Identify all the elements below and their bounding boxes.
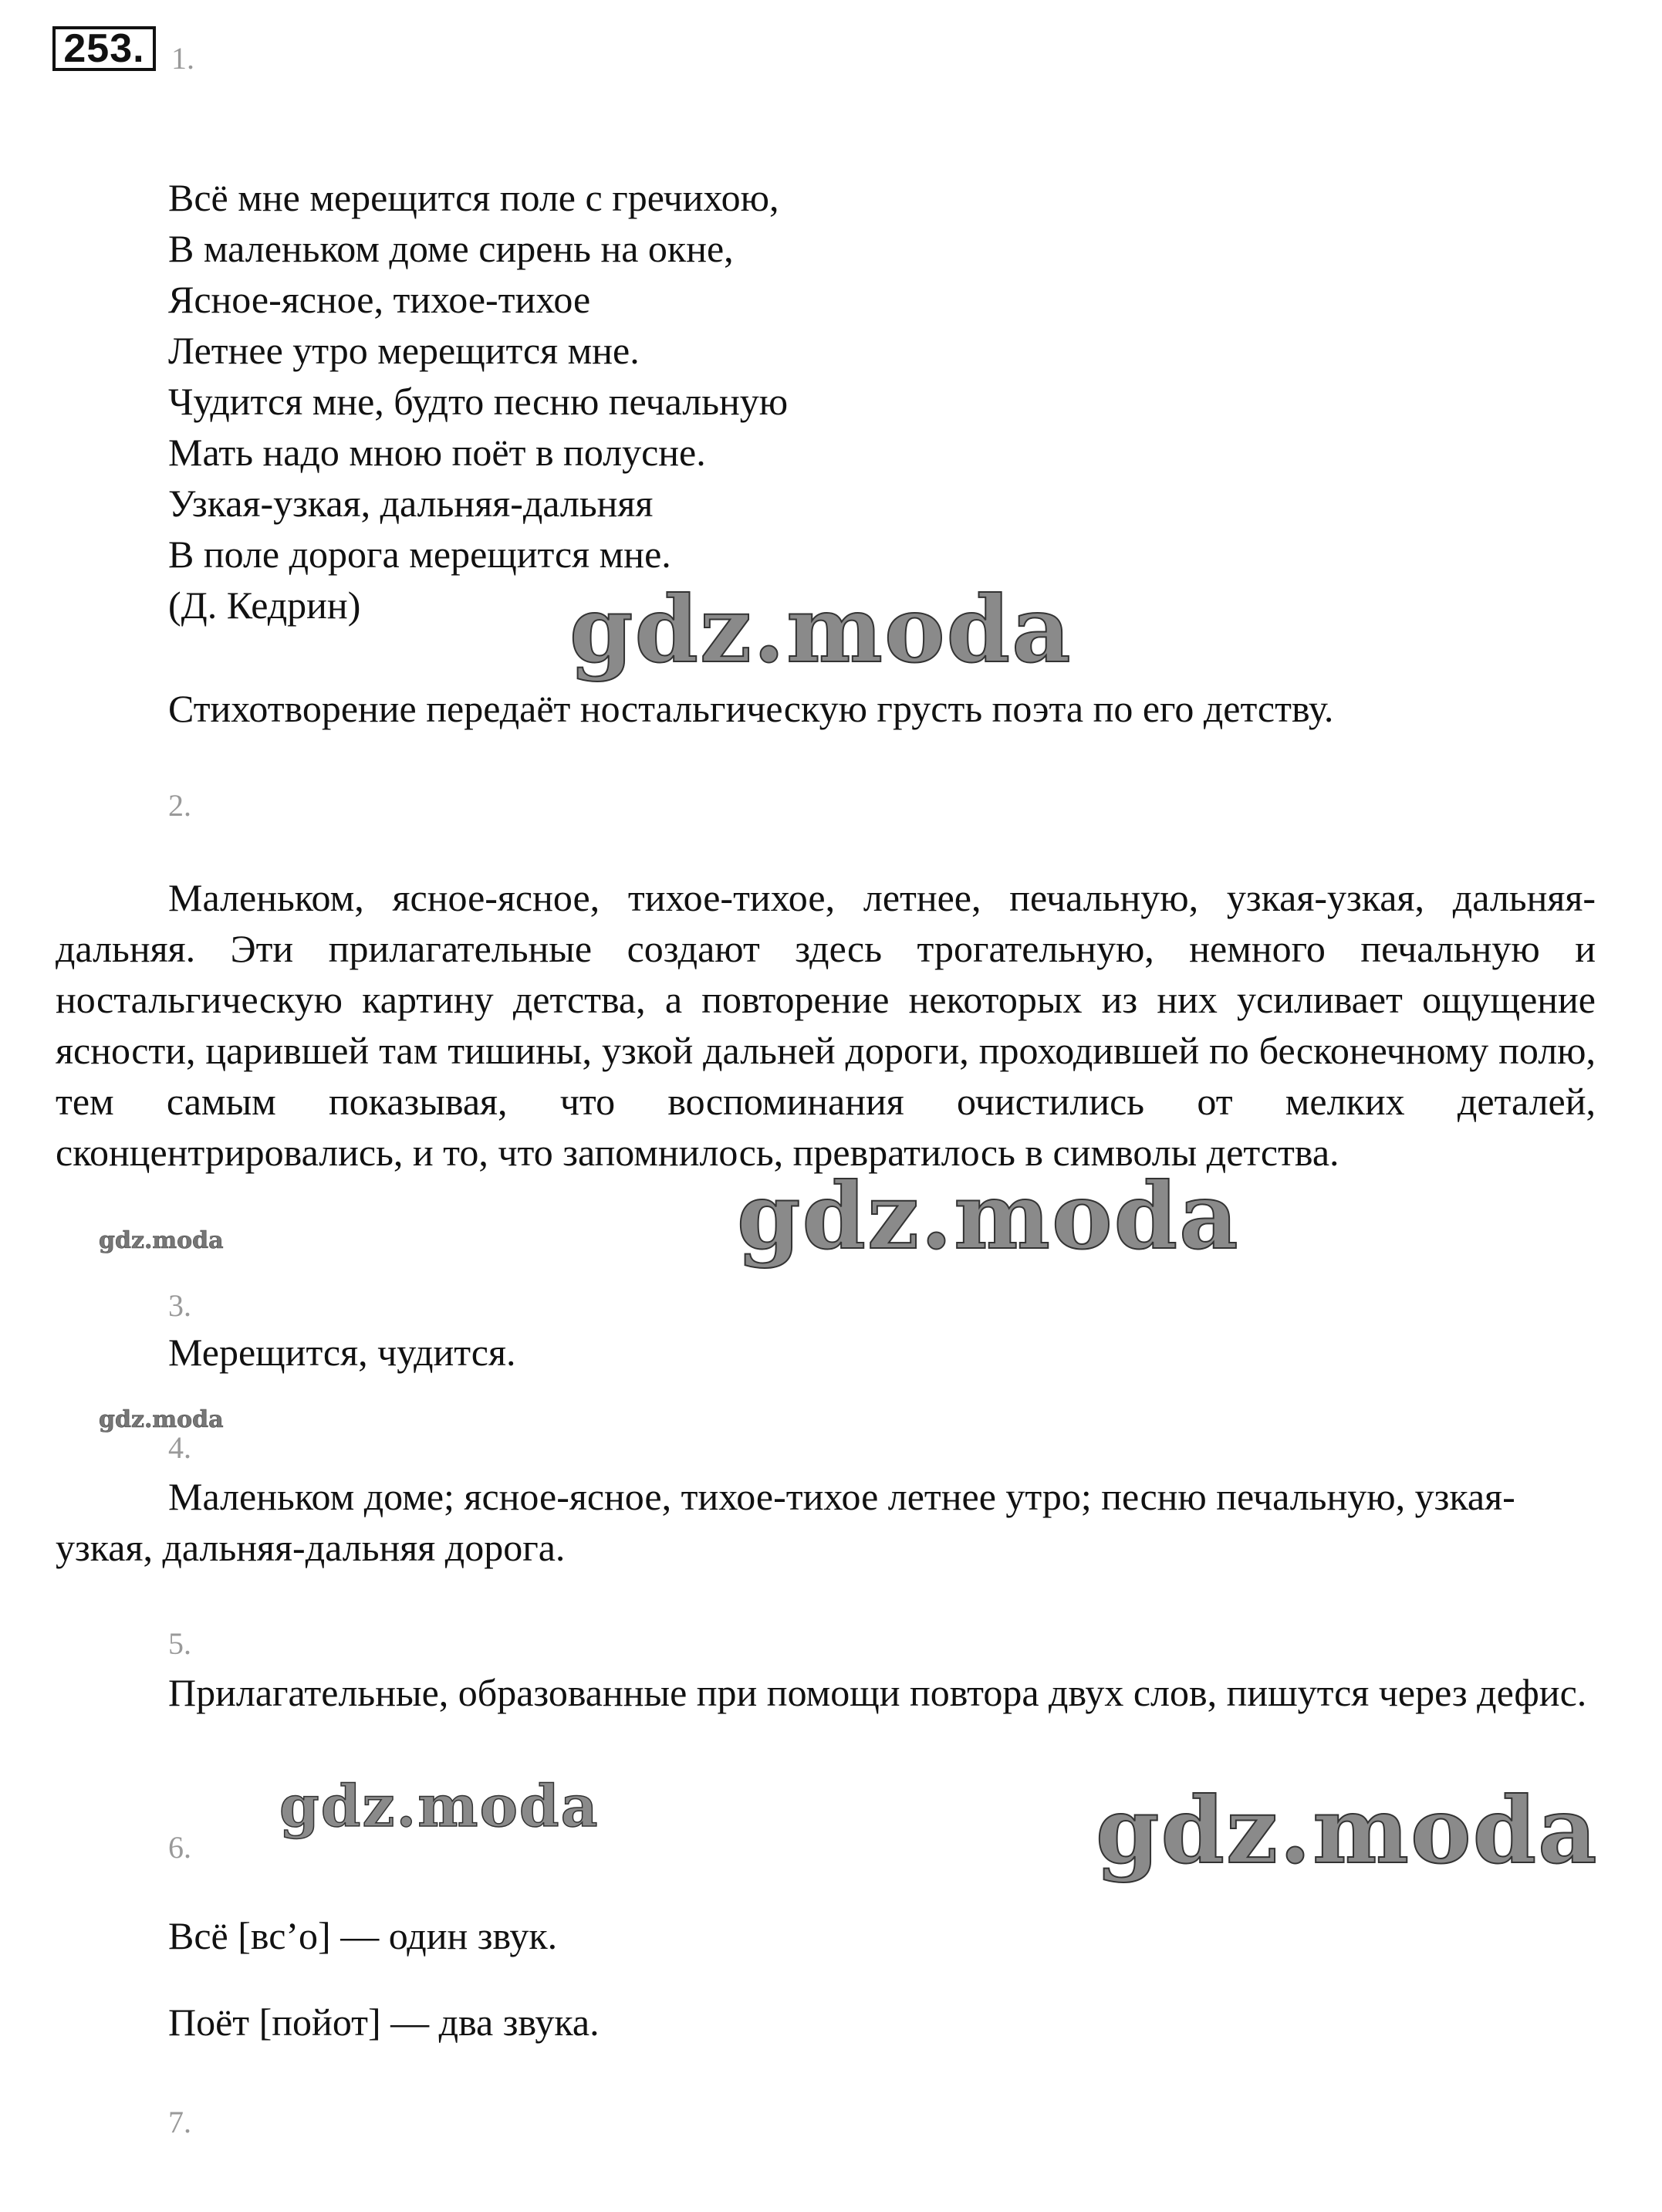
answer-5: Прилагательные, образованные при помощи повтора двух слов, пишутся через дефис. [168, 1671, 1587, 1714]
poem-line: В поле дорога мерещится мне. [168, 533, 671, 576]
poem-line: Мать надо мною поёт в полусне. [168, 431, 706, 474]
poem-author: (Д. Кедрин) [168, 583, 361, 627]
answer-1: Стихотворение передаёт ностальгическую грусть поэта по его детству. [168, 687, 1334, 730]
watermark: gdz.moda [737, 1162, 1240, 1270]
watermark: gdz.moda [1096, 1777, 1599, 1884]
poem-line: В маленьком доме сирень на окне, [168, 227, 734, 270]
answer-6-line-1: Всё [вс’о] — один звук. [168, 1914, 558, 1957]
poem-line: Летнее утро мерещится мне. [168, 329, 640, 372]
watermark: gdz.moda [99, 1227, 224, 1254]
item-number-6: 6. [168, 1830, 191, 1865]
poem-line: Ясное-ясное, тихое-тихое [168, 278, 591, 321]
item-number-2: 2. [168, 788, 191, 823]
answer-6-line-2: Поёт [пойот] — два звука. [168, 2001, 600, 2044]
answer-3: Мерещится, чудится. [168, 1331, 516, 1374]
item-number-5: 5. [168, 1626, 191, 1661]
watermark: gdz.moda [99, 1406, 224, 1433]
poem-line: Чудится мне, будто песню печальную [168, 380, 789, 423]
item-number-3: 3. [168, 1288, 191, 1323]
item-number-1: 1. [171, 41, 194, 76]
item-number-7: 7. [168, 2105, 191, 2139]
item-number-4: 4. [168, 1430, 191, 1465]
watermark: gdz.moda [569, 576, 1073, 683]
answer-4: Маленьком доме; ясное-ясное, тихое-тихое летнее утро; песню печальную, узкая-узкая, дальняя-дальняя дорога. [56, 1475, 1515, 1569]
poem-line: Всё мне мерещится поле с гречихою, [168, 176, 779, 219]
watermark: gdz.moda [279, 1774, 600, 1840]
answer-2: Маленьком, ясное-ясное, тихое-тихое, летнее, печальную, узкая-узкая, дальняя-дальняя. Эти прилагательные создают здесь трогательную, немного печальную и ностальгическую картину детства, а повторение некоторых из них усиливает ощущение ясности, царившей там тишины, узкой дальней дороги, проходившей по бесконечному полю, тем самым показывая, что воспоминания очистились от мелких деталей, сконцентрировались, и то, что запомнилось, превратилось в символы детства. [56, 876, 1596, 1174]
poem-line: Узкая-узкая, дальняя-дальняя [168, 482, 654, 525]
exercise-number: 253. [52, 26, 156, 71]
